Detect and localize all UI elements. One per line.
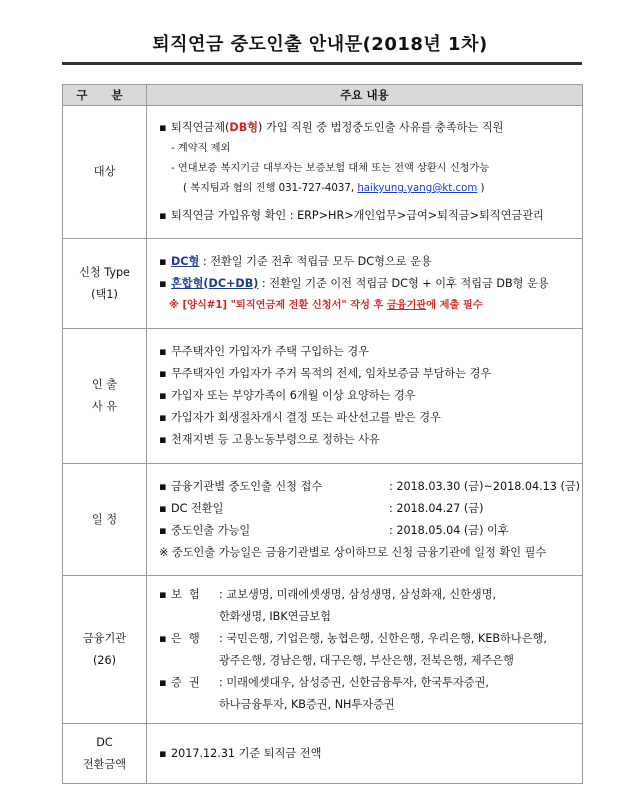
bullet-icon: ▪ bbox=[159, 501, 167, 515]
bank-line-2: 광주은행, 경남은행, 대구은행, 부산은행, 전북은행, 제주은행 bbox=[219, 653, 514, 667]
row-content-target bbox=[147, 106, 583, 239]
list-item: ▪ 무주택자인 가입자가 주거 목적의 전세, 임차보증금 부담하는 경우 bbox=[159, 363, 576, 385]
row-label-reason: 인 출 사 유 bbox=[63, 329, 147, 464]
list-item: ▪ 무주택자인 가입자가 주택 구입하는 경우 bbox=[159, 341, 576, 363]
bullet-icon: ▪ bbox=[159, 746, 167, 760]
info-table bbox=[62, 84, 583, 784]
bank-line: ▪ 은 행 : 국민은행, 기업은행, 농협은행, 신한은행, 우리은행, KEB하나은행, bbox=[159, 628, 576, 650]
row-schedule bbox=[63, 464, 583, 576]
target-line-4: ( 복지팀과 협의 진행 031-727-4037, haikyung.yang@kt.com ) bbox=[183, 183, 485, 194]
bullet-icon: ▪ bbox=[159, 254, 167, 268]
insurance-line-2: 한화생명, IBK연금보험 bbox=[219, 609, 331, 623]
row-label-institutions: 금융기관 (26) bbox=[63, 576, 147, 724]
insurance-line: ▪ 보 험 : 교보생명, 미래에셋생명, 삼성생명, 삼성화재, 신한생명, bbox=[159, 584, 576, 606]
page-title: 퇴직연금 중도인출 안내문(2018년 1차) bbox=[152, 34, 488, 55]
bullet-icon: ▪ bbox=[159, 367, 167, 380]
row-content-type bbox=[147, 239, 583, 329]
email-link[interactable]: haikyung.yang@kt.com bbox=[357, 183, 478, 194]
list-item: ▪ 가입자가 회생절차개시 결정 또는 파산선고를 받은 경우 bbox=[159, 407, 576, 429]
row-label-target: 대상 bbox=[63, 106, 147, 239]
target-line-5: ▪ 퇴직연금 가입유형 확인 : ERP>HR>개인업무>급여>퇴직금>퇴직연금관리 bbox=[159, 205, 576, 227]
row-content-schedule bbox=[147, 464, 583, 576]
row-label-schedule: 일 정 bbox=[63, 464, 147, 576]
type-note: ※ [양식#1] "퇴직연금제 전환 신청서" 작성 후 금융기관에 제출 필수 bbox=[169, 299, 483, 311]
row-dc-amount bbox=[63, 724, 583, 784]
schedule-item: ▪ DC 전환일 : 2018.04.27 (금) bbox=[159, 498, 576, 520]
table-header-row bbox=[63, 85, 583, 106]
row-target bbox=[63, 106, 583, 239]
bullet-icon: ▪ bbox=[159, 523, 167, 537]
row-reason bbox=[63, 329, 583, 464]
target-line-1: ▪ 퇴직연금제(DB형) 가입 직원 중 법정중도인출 사유를 충족하는 직원 bbox=[159, 117, 576, 139]
mixed-type-key: 혼합형(DC+DB) bbox=[171, 276, 259, 290]
bullet-icon: ▪ bbox=[159, 479, 167, 493]
header-category: 구 분 bbox=[63, 85, 147, 106]
bullet-icon: ▪ bbox=[159, 411, 167, 424]
target-line-2: - 계약직 제외 bbox=[171, 143, 231, 154]
target-line-3: - 연대보증 복지기금 대부자는 보증보험 대체 또는 전액 상환시 신청가능 bbox=[171, 163, 490, 174]
securities-line: ▪ 증 권 : 미래에셋대우, 삼성증권, 신한금융투자, 한국투자증권, bbox=[159, 672, 576, 694]
dc-type-key: DC형 bbox=[171, 254, 200, 268]
schedule-note: ※ 중도인출 가능일은 금융기관별로 상이하므로 신청 금융기관에 일정 확인 필수 bbox=[159, 545, 547, 559]
row-type bbox=[63, 239, 583, 329]
row-label-dc-amount: DC 전환금액 bbox=[63, 724, 147, 784]
bullet-icon: ▪ bbox=[159, 345, 167, 358]
bullet-icon: ▪ bbox=[159, 209, 167, 222]
bullet-icon: ▪ bbox=[159, 675, 167, 689]
bullet-icon: ▪ bbox=[159, 433, 167, 446]
dc-amount-item: ▪ 2017.12.31 기준 퇴직금 전액 bbox=[159, 743, 576, 765]
type-dc: ▪ DC형 : 전환일 기준 전후 적립금 모두 DC형으로 운용 bbox=[159, 251, 576, 273]
row-institutions bbox=[63, 576, 583, 724]
schedule-item: ▪ 중도인출 가능일 : 2018.05.04 (금) 이후 bbox=[159, 520, 576, 542]
row-content-dc-amount bbox=[147, 724, 583, 784]
row-content-reason bbox=[147, 329, 583, 464]
bullet-icon: ▪ bbox=[159, 587, 167, 601]
title-rule bbox=[62, 62, 582, 65]
schedule-item: ▪ 금융기관별 중도인출 신청 접수 : 2018.03.30 (금)~2018.04.13 (금) bbox=[159, 476, 576, 498]
bullet-icon: ▪ bbox=[159, 121, 167, 134]
type-mixed: ▪ 혼합형(DC+DB) : 전환일 기준 이전 적립금 DC형 + 이후 적립금 DB형 운용 bbox=[159, 273, 576, 295]
bullet-icon: ▪ bbox=[159, 389, 167, 402]
row-label-type: 신청 Type (택1) bbox=[63, 239, 147, 329]
bullet-icon: ▪ bbox=[159, 276, 167, 290]
list-item: ▪ 가입자 또는 부양가족이 6개월 이상 요양하는 경우 bbox=[159, 385, 576, 407]
securities-line-2: 하나금융투자, KB증권, NH투자증권 bbox=[219, 697, 395, 711]
header-content: 주요 내용 bbox=[147, 85, 583, 106]
db-type-highlight: DB형 bbox=[229, 121, 259, 134]
row-content-institutions bbox=[147, 576, 583, 724]
bullet-icon: ▪ bbox=[159, 631, 167, 645]
list-item: ▪ 천재지변 등 고용노동부령으로 정하는 사유 bbox=[159, 429, 576, 451]
